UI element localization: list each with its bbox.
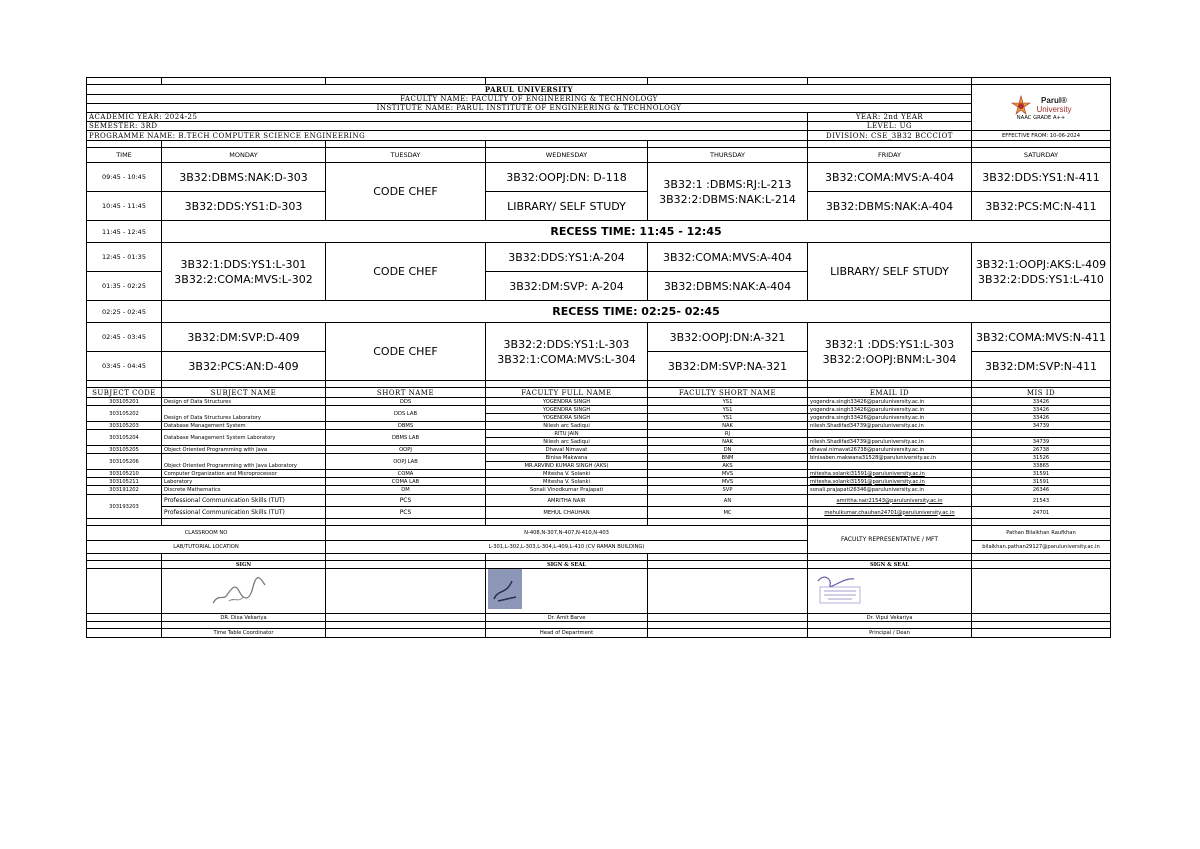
subj-col-short: SHORT NAME	[326, 388, 486, 398]
faculty-name: YOGENDRA SINGH	[486, 406, 648, 414]
subject-row	[87, 470, 1111, 478]
faculty-short: YS1	[648, 414, 808, 422]
mis-id: 33426	[972, 406, 1111, 414]
class-line: 3B32:1 :DDS:YS1:L-303	[824, 337, 955, 351]
email: binisaben.makwana31528@paruluniversity.ac.in	[808, 454, 972, 462]
subj-col-code: SUBJECT CODE	[87, 388, 162, 398]
signature-principal	[808, 569, 972, 614]
seal-image	[810, 569, 870, 609]
subject-code: 303105211	[87, 478, 162, 486]
role-coordinator: Time Table Coordinator	[162, 629, 326, 638]
role-principal: Principal / Dean	[808, 629, 972, 638]
faculty-name: MR.ARVIND KUMAR SINGH (AKS)	[486, 462, 648, 470]
class-cell	[808, 323, 972, 381]
class-cell: 3B32:DDS:YS1:N-411	[972, 163, 1111, 192]
recess-banner: RECESS TIME: 11:45 - 12:45	[162, 221, 1111, 243]
lab-label: LAB/TUTORIAL LOCATION	[87, 541, 326, 554]
faculty-name: YOGENDRA SINGH	[486, 398, 648, 406]
effective-date: EFFECTIVE FROM: 10-06-2024	[972, 131, 1111, 141]
timetable-sheet	[86, 77, 1110, 638]
faculty-short: AN	[648, 495, 808, 507]
class-cell: 3B32:PCS:MC:N-411	[972, 192, 1111, 221]
subject-code: 303105202	[87, 406, 162, 422]
subject-name: Database Management System	[162, 422, 326, 430]
short-name: PCS	[326, 507, 486, 519]
class-cell: CODE CHEF	[326, 163, 486, 221]
email: dhaval.nimavat26738@paruluniversity.ac.in	[808, 446, 972, 454]
class-line: 3B32:2:DDS:YS1:L-410	[978, 272, 1104, 286]
logo-block	[972, 85, 1111, 131]
class-cell: 3B32:OOPJ:DN:A-321	[648, 323, 808, 352]
subject-row	[87, 478, 1111, 486]
recess-banner: RECESS TIME: 02:25- 02:45	[162, 301, 1111, 323]
class-cell: CODE CHEF	[326, 323, 486, 381]
mis-id	[972, 430, 1111, 438]
email: yogendra.singh33426@paruluniversity.ac.in	[808, 406, 972, 414]
subject-name: Discrete Mathematics	[162, 486, 326, 495]
academic-year: ACADEMIC YEAR: 2024-25	[87, 113, 808, 122]
class-cell	[972, 243, 1111, 301]
subject-name: Professional Communication Skills (TUT)	[162, 495, 326, 507]
subject-name: Laboratory	[162, 478, 326, 486]
short-name: OOPJ LAB	[326, 454, 486, 470]
faculty-short: MVS	[648, 478, 808, 486]
time-slot: 02:45 - 03:45	[87, 323, 162, 352]
university-logo	[974, 95, 1108, 115]
class-cell: LIBRARY/ SELF STUDY	[808, 243, 972, 301]
email: nilesh.Shadifad34739@paruluniversity.ac.in	[808, 438, 972, 446]
logo-name: Parul®	[1041, 95, 1067, 105]
mis-id: 26738	[972, 446, 1111, 454]
class-cell: 3B32:COMA:MVS:A-404	[648, 243, 808, 272]
class-line: 3B32:2:OOPJ:BNM:L-304	[822, 352, 957, 366]
subject-name: Object Oriented Programming with Java	[162, 446, 326, 454]
faculty-short: BNM	[648, 454, 808, 462]
time-slot: 01:35 - 02:25	[87, 272, 162, 301]
signature-hod	[486, 569, 648, 614]
subject-code: 303105210	[87, 470, 162, 478]
class-cell: LIBRARY/ SELF STUDY	[486, 192, 648, 221]
sign-label: SIGN	[162, 561, 326, 569]
email: mitesha.solanki31591@paruluniversity.ac.in	[808, 478, 972, 486]
faculty-name: Nilesh arc Sadiqui	[486, 438, 648, 446]
email: yogendra.singh33426@paruluniversity.ac.in	[808, 414, 972, 422]
subject-code: 303191202	[87, 486, 162, 495]
mis-id: 26346	[972, 486, 1111, 495]
naac-grade: NAAC GRADE A++	[1016, 114, 1066, 121]
short-name: DDS	[326, 398, 486, 406]
short-name: DM	[326, 486, 486, 495]
short-name: OOPJ	[326, 446, 486, 454]
class-cell: 3B32:COMA:MVS:A-404	[808, 163, 972, 192]
subj-col-mis: MIS ID	[972, 388, 1111, 398]
faculty-name: RITU JAIN	[486, 430, 648, 438]
rep-email: bilalkhan.pathan29127@paruluniversity.ac.in	[972, 541, 1111, 554]
class-line: 3B32:2:COMA:MVS:L-302	[174, 272, 313, 286]
subject-code: 303105203	[87, 422, 162, 430]
faculty-short: NAK	[648, 422, 808, 430]
subj-col-name: SUBJECT NAME	[162, 388, 326, 398]
time-slot: 12:45 - 01:35	[87, 243, 162, 272]
time-slot: 11:45 - 12:45	[87, 221, 162, 243]
sign-seal-label: SIGN & SEAL	[486, 561, 648, 569]
email	[808, 462, 972, 470]
mis-id: 34739	[972, 422, 1111, 430]
class-cell: 3B32:OOPJ:DN: D-118	[486, 163, 648, 192]
col-tuesday: TUESDAY	[326, 148, 486, 163]
faculty-short: YS1	[648, 398, 808, 406]
faculty-short: SVP	[648, 486, 808, 495]
subj-col-faculty-short: FACULTY SHORT NAME	[648, 388, 808, 398]
university-logo-icon	[1010, 95, 1032, 115]
institute-name: INSTITUTE NAME: PARUL INSTITUTE OF ENGINEERING & TECHNOLOGY	[87, 104, 972, 113]
short-name: DDS LAB	[326, 406, 486, 422]
faculty-name: FACULTY NAME: FACULTY OF ENGINEERING & TECHNOLOGY	[87, 95, 972, 104]
faculty-short: NAK	[648, 438, 808, 446]
mis-id: 34739	[972, 438, 1111, 446]
subject-name: Design of Data Structures	[162, 398, 326, 406]
class-cell: 3B32:DM:SVP:N-411	[972, 352, 1111, 381]
subject-row	[87, 430, 1111, 438]
year-label: YEAR: 2nd YEAR	[808, 113, 972, 122]
subject-name: Object Oriented Programming with Java Laboratory	[162, 454, 326, 470]
signature-image	[488, 569, 522, 609]
class-line: 3B32:1:COMA:MVS:L-304	[497, 352, 636, 366]
email: mitesha.solanki31591@paruluniversity.ac.in	[808, 470, 972, 478]
subject-row	[87, 495, 1111, 507]
subject-row	[87, 507, 1111, 519]
subject-row	[87, 446, 1111, 454]
email: sonali.prajapati26346@paruluniversity.ac.in	[808, 486, 972, 495]
class-cell: 3B32:DBMS:NAK:A-404	[648, 272, 808, 301]
mis-id: 33865	[972, 462, 1111, 470]
subject-name: Design of Data Structures Laboratory	[162, 406, 326, 422]
short-name: DBMS LAB	[326, 430, 486, 446]
faculty-short: YS1	[648, 406, 808, 414]
class-cell: 3B32:DBMS:NAK:A-404	[808, 192, 972, 221]
faculty-name: Dhaval Nimavat	[486, 446, 648, 454]
class-line: 3B32:1:DDS:YS1:L-301	[180, 257, 307, 271]
subject-row	[87, 486, 1111, 495]
subj-col-faculty: FACULTY FULL NAME	[486, 388, 648, 398]
logo-university: University	[1036, 104, 1072, 114]
short-name: COMA	[326, 470, 486, 478]
faculty-name: Sonali Vinodkumar Prajapati	[486, 486, 648, 495]
faculty-name: AMRITHA NAIR	[486, 495, 648, 507]
mis-id: 21543	[972, 495, 1111, 507]
subject-name: Professional Communication Skills (TUT)	[162, 507, 326, 519]
name-hod: Dr. Amit Barve	[486, 614, 648, 622]
class-cell	[162, 243, 326, 301]
faculty-name: Mitesha V. Solanki	[486, 478, 648, 486]
class-cell: CODE CHEF	[326, 243, 486, 301]
col-time: TIME	[87, 148, 162, 163]
class-line: 3B32:1 :DBMS:RJ:L-213	[663, 177, 792, 191]
short-name: COMA LAB	[326, 478, 486, 486]
col-wednesday: WEDNESDAY	[486, 148, 648, 163]
faculty-short: AKS	[648, 462, 808, 470]
class-cell: 3B32:DM:SVP: A-204	[486, 272, 648, 301]
class-cell: 3B32:DM:SVP:NA-321	[648, 352, 808, 381]
class-cell	[648, 163, 808, 221]
time-slot: 03:45 - 04:45	[87, 352, 162, 381]
mis-id: 31526	[972, 454, 1111, 462]
col-monday: MONDAY	[162, 148, 326, 163]
university-name: PARUL UNIVERSITY	[87, 85, 972, 95]
signature-image	[209, 573, 279, 609]
time-slot: 09:45 - 10:45	[87, 163, 162, 192]
faculty-name: Nilesh arc Sadiqui	[486, 422, 648, 430]
sign-seal-label: SIGN & SEAL	[808, 561, 972, 569]
email: nilesh.Shadifad34739@paruluniversity.ac.in	[808, 422, 972, 430]
mis-id: 24701	[972, 507, 1111, 519]
classroom-label: CLASSROOM NO	[87, 526, 326, 541]
faculty-short: MC	[648, 507, 808, 519]
name-principal: Dr. Vipul Vekariya	[808, 614, 972, 622]
lab-value: L-301,L-302,L-303,L-304,L-409,L-410 (CV RAMAN BUILDING)	[326, 541, 808, 554]
signature-coordinator	[162, 569, 326, 614]
role-hod: Head of Department	[486, 629, 648, 638]
class-cell: 3B32:DDS:YS1:A-204	[486, 243, 648, 272]
timetable-table	[86, 77, 1111, 638]
mis-id: 31591	[972, 478, 1111, 486]
email	[808, 430, 972, 438]
subject-name: Database Management System Laboratory	[162, 430, 326, 446]
class-cell: 3B32:DM:SVP:D-409	[162, 323, 326, 352]
semester: SEMESTER: 3RD	[87, 122, 808, 131]
programme-name: PROGRAMME NAME: B.TECH COMPUTER SCIENCE ENGINEERING	[87, 131, 808, 141]
rep-label: FACULTY REPRESENTATIVE / MFT	[808, 526, 972, 554]
faculty-short: RJ	[648, 430, 808, 438]
subject-row	[87, 398, 1111, 406]
subject-row	[87, 406, 1111, 414]
email: amritha.nair21543@paruluniversity.ac.in	[808, 495, 972, 507]
faculty-name: MEHUL CHAUHAN	[486, 507, 648, 519]
faculty-short: MVS	[648, 470, 808, 478]
class-cell: 3B32:DDS:YS1:D-303	[162, 192, 326, 221]
mis-id: 31591	[972, 470, 1111, 478]
class-line: 3B32:2:DDS:YS1:L-303	[503, 337, 630, 351]
class-line: 3B32:2:DBMS:NAK:L-214	[659, 192, 796, 206]
subject-code: 303105204	[87, 430, 162, 446]
col-friday: FRIDAY	[808, 148, 972, 163]
subject-code: 303105205	[87, 446, 162, 454]
faculty-short: DN	[648, 446, 808, 454]
division-label: DIVISION: CSE_3B32 BCCCIOT	[808, 131, 972, 141]
subject-row	[87, 454, 1111, 462]
short-name: PCS	[326, 495, 486, 507]
subject-code: 303193203	[87, 495, 162, 519]
class-cell	[486, 323, 648, 381]
rep-name: Pathan Bilalkhan Raufkhan	[972, 526, 1111, 541]
class-line: 3B32:1:OOPJ:AKS:L-409	[975, 257, 1107, 271]
email: yogendra.singh33426@paruluniversity.ac.in	[808, 398, 972, 406]
mis-id: 33426	[972, 398, 1111, 406]
email: mehulkumar.chauhan24701@paruluniversity.ac.in	[808, 507, 972, 519]
subject-code: 303105206	[87, 454, 162, 470]
subject-code: 303105201	[87, 398, 162, 406]
faculty-name: Binisa Makwana	[486, 454, 648, 462]
class-cell: 3B32:PCS:AN:D-409	[162, 352, 326, 381]
class-cell: 3B32:COMA:MVS:N-411	[972, 323, 1111, 352]
col-thursday: THURSDAY	[648, 148, 808, 163]
subject-name: Computer Organization and Microprocessor	[162, 470, 326, 478]
time-slot: 02:25 - 02:45	[87, 301, 162, 323]
classroom-value: N-408,N-307,N-407,N-410,N-403	[326, 526, 808, 541]
mis-id: 33426	[972, 414, 1111, 422]
subj-col-email: EMAIL ID	[808, 388, 972, 398]
faculty-name: Mitesha V. Solanki	[486, 470, 648, 478]
level-label: LEVEL: UG	[808, 122, 972, 131]
name-coordinator: DR. Dixa Vekariya	[162, 614, 326, 622]
time-slot: 10:45 - 11:45	[87, 192, 162, 221]
faculty-name: YOGENDRA SINGH	[486, 414, 648, 422]
col-saturday: SATURDAY	[972, 148, 1111, 163]
subject-row	[87, 422, 1111, 430]
short-name: DBMS	[326, 422, 486, 430]
class-cell: 3B32:DBMS:NAK:D-303	[162, 163, 326, 192]
